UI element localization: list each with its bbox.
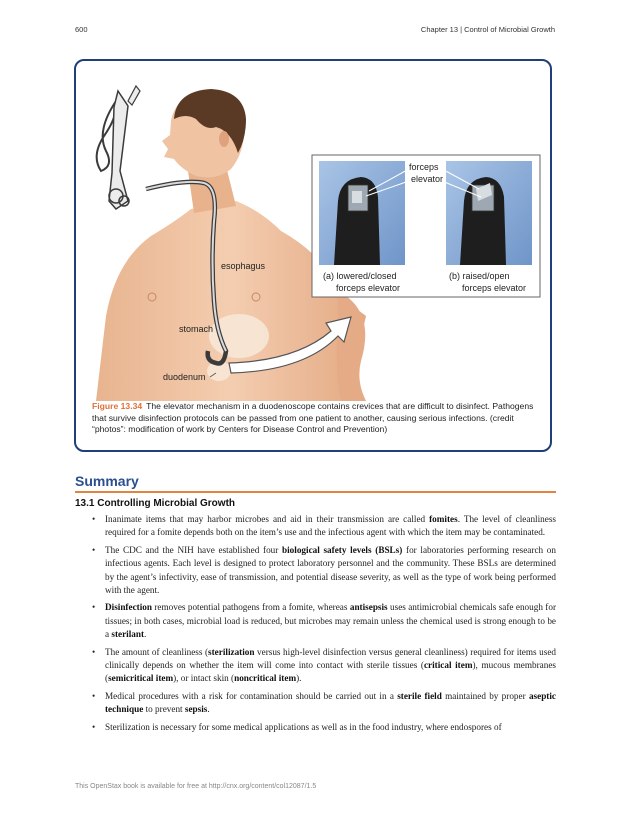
caption-text: The elevator mechanism in a duodenoscope contains crevices that are difficult to disinfect. Pathogens that survive disinfection protocols can be passed from one patient to another, causing serious infections. (credit “photos”: modification of work by Centers for Disease Control and Prevention) [92, 401, 534, 435]
label-forceps: forceps [409, 162, 439, 172]
figure-caption [92, 401, 542, 436]
figure-number: Figure 13.34 [92, 401, 143, 411]
summary-list [92, 513, 556, 738]
page-footer: This OpenStax book is available for free at http://cnx.org/content/col12087/1.5 [75, 783, 317, 790]
label-stomach: stomach [179, 324, 214, 334]
list-item: • Disinfection removes potential pathogens from a fomite, whereas antisepsis uses antimicrobial chemicals safe enough for tissues; in both cases, microbial load is reduced, but microbes may remain unless the chemical used is strong enough to be a sterilant. [92, 601, 556, 641]
ear [219, 131, 229, 147]
label-esophagus: esophagus [221, 261, 266, 271]
key-term: antisepsis [349, 602, 388, 613]
key-term: sterile field [397, 690, 442, 701]
key-term: critical item [423, 660, 473, 671]
label-photo-b-line1: (b) raised/open [449, 271, 510, 281]
summary-heading: Summary [75, 473, 139, 489]
key-term: Disinfection [105, 602, 152, 613]
key-term: semicritical item [108, 673, 174, 684]
label-duodenum: duodenum [163, 372, 206, 382]
page-number: 600 [75, 25, 88, 34]
list-item: • Sterilization is necessary for some medical applications as well as in the food industry, where endospores of [92, 721, 556, 734]
list-item: • The CDC and the NIH have established four biological safety levels (BSLs) for laboratories performing research on infectious agents. Each level is designed to protect laboratory personnel and the community. These BSLs are determined by the agent’s infectivity, ease of transmission, and potential disease severity, as well as the type of work being performed with the agent. [92, 544, 556, 598]
running-header: Chapter 13 | Control of Microbial Growth [420, 25, 555, 34]
figure-box [74, 59, 552, 452]
list-item: • Medical procedures with a risk for contamination should be carried out in a sterile field maintained by proper aseptic technique to prevent sepsis. [92, 690, 556, 717]
key-term: sterilant [111, 629, 145, 640]
summary-divider [75, 491, 556, 493]
key-term: fomites [429, 514, 458, 524]
list-item: • The amount of cleanliness (sterilization versus high-level disinfection versus general cleanliness) required for items used clinically depends on whether the item will come into contact with sterile tissues (critical item), mucous membranes (semicritical item), or intact skin (noncritical item). [92, 646, 556, 686]
list-item: • Inanimate items that may harbor microbes and aid in their transmission are called fomites. The level of cleanliness required for a fomite depends both on the item’s use and the infectious agent with which the item may be contaminated. [92, 513, 556, 540]
label-photo-a-line1: (a) lowered/closed [323, 271, 397, 281]
label-photo-a-line2: forceps elevator [336, 283, 401, 293]
label-photo-b-line2: forceps elevator [462, 283, 527, 293]
key-term: noncritical item [234, 673, 297, 684]
key-term: biological safety levels (BSLs) [282, 544, 403, 555]
key-term: aseptic technique [105, 690, 556, 715]
label-elevator: elevator [411, 174, 444, 184]
section-heading: 13.1 Controlling Microbial Growth [75, 498, 236, 509]
right-arm [337, 291, 366, 401]
key-term: sterilization [208, 646, 255, 657]
key-term: sepsis [184, 704, 208, 715]
duodenoscope-illustration [76, 61, 550, 401]
